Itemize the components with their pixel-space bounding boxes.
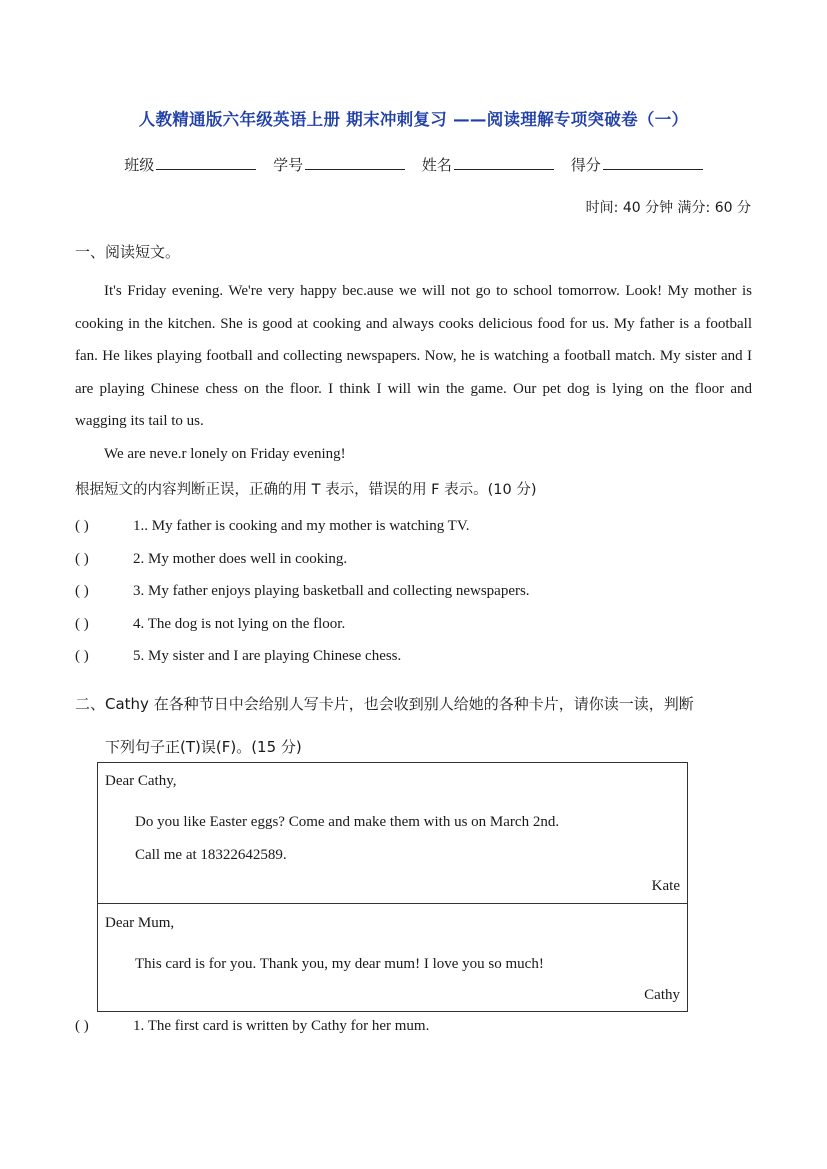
name-label: 姓名	[421, 156, 452, 174]
question-text: 4. The dog is not lying on the floor.	[133, 616, 346, 632]
question-text: 1.. My father is cooking and my mother is watching TV.	[133, 518, 470, 534]
card-2	[97, 903, 688, 1012]
section2-heading	[75, 683, 752, 769]
name-blank[interactable]	[454, 153, 554, 170]
card-greeting: Dear Cathy,	[105, 773, 177, 789]
card-line: Call me at 18322642589.	[135, 847, 287, 863]
student-number-blank[interactable]	[305, 153, 405, 170]
section2-heading-line1: 二、Cathy 在各种节日中会给别人写卡片，也会收到别人给她的各种卡片，请你读一读，判断	[75, 695, 694, 713]
section1-heading: 一、阅读短文。	[75, 243, 181, 261]
student-info-row	[0, 153, 827, 175]
question-item	[75, 518, 469, 535]
question-item	[75, 1018, 429, 1035]
time-info: 时间: 40 分钟 满分: 60 分	[585, 200, 751, 216]
score-field	[571, 153, 703, 175]
card-greeting: Dear Mum,	[105, 915, 175, 931]
class-blank[interactable]	[156, 153, 256, 170]
reading-passage	[75, 275, 752, 471]
card-1	[97, 762, 688, 904]
answer-blank[interactable]: ( )	[75, 551, 89, 567]
question-item	[75, 648, 401, 665]
question-text: 3. My father enjoys playing basketball and collecting newspapers.	[133, 583, 530, 599]
section2-heading-line2: 下列句子正(T)误(F)。(15 分)	[105, 738, 302, 756]
question-item	[75, 583, 530, 600]
answer-blank[interactable]: ( )	[75, 616, 89, 632]
question-item	[75, 551, 347, 568]
student-number-label: 学号	[273, 156, 304, 174]
answer-blank[interactable]: ( )	[75, 583, 89, 599]
page-title: 人教精通版六年级英语上册 期末冲刺复习 ——阅读理解专项突破卷（一）	[138, 110, 689, 129]
card-signature: Kate	[651, 878, 680, 894]
passage-paragraph: We are neve.r lonely on Friday evening!	[104, 445, 346, 462]
question-item	[75, 616, 345, 633]
class-label: 班级	[124, 156, 155, 174]
answer-blank[interactable]: ( )	[75, 648, 89, 664]
score-label: 得分	[570, 156, 601, 174]
answer-blank[interactable]: ( )	[75, 1018, 89, 1034]
question-text: 5. My sister and I are playing Chinese chess.	[133, 648, 402, 664]
card-line: Do you like Easter eggs? Come and make them with us on March 2nd.	[135, 814, 560, 830]
section1-instruction: 根据短文的内容判断正误，正确的用 T 表示，错误的用 F 表示。(10 分)	[75, 482, 537, 498]
passage-paragraph: It's Friday evening. We're very happy bec.ause we will not go to school tomorrow. Look! My mother is cooking in the kitchen. She is good at cooking and always cooks delicious food for us. My father is a football fan. He likes playing football and collecting newspapers. Now, he is watching a football match. My sister and I are playing Chinese chess on the floor. I think I will win the game. Our pet dog is lying on the floor and wagging its tail to us.	[75, 283, 752, 430]
student-number-field	[273, 153, 405, 175]
question-text: 1. The first card is written by Cathy for her mum.	[133, 1018, 430, 1034]
card-line: This card is for you. Thank you, my dear mum! I love you so much!	[135, 956, 544, 972]
answer-blank[interactable]: ( )	[75, 518, 89, 534]
score-blank[interactable]	[603, 153, 703, 170]
class-field	[124, 153, 256, 175]
name-field	[422, 153, 554, 175]
card-signature: Cathy	[644, 987, 680, 1003]
question-text: 2. My mother does well in cooking.	[133, 551, 348, 567]
